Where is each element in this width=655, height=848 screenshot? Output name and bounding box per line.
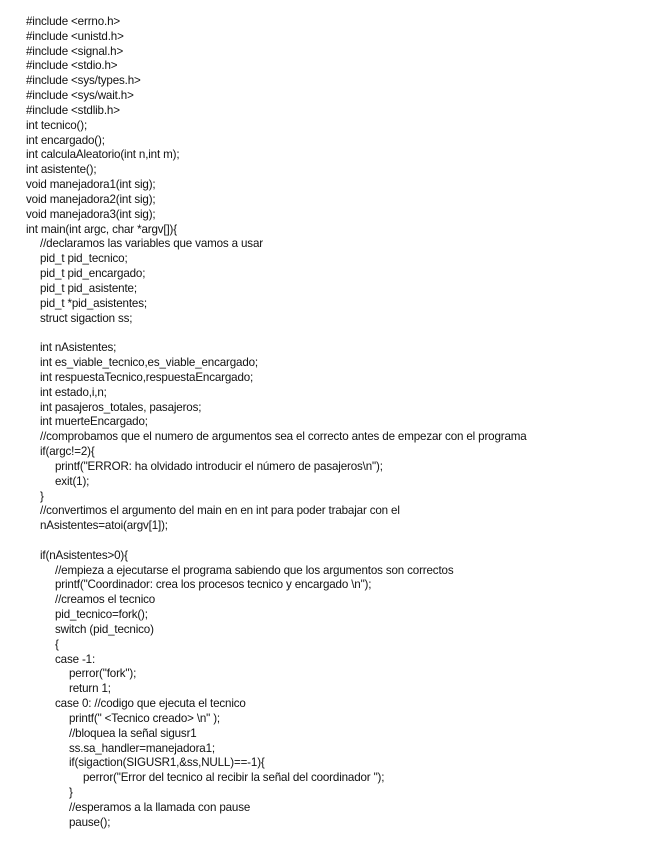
code-line: pid_t pid_tecnico; xyxy=(40,252,128,266)
code-line: nAsistentes=atoi(argv[1]); xyxy=(40,519,168,533)
code-line: int es_viable_tecnico,es_viable_encargado; xyxy=(40,356,259,370)
code-line: pid_t pid_asistente; xyxy=(40,281,137,295)
code-line: //declaramos las variables que vamos a usar xyxy=(40,237,263,251)
code-line: } xyxy=(69,786,73,800)
code-line: if(argc!=2){ xyxy=(40,445,95,459)
code-line: if(sigaction(SIGUSR1,&ss,NULL)==-1){ xyxy=(69,756,265,770)
blank-line xyxy=(26,326,646,341)
code-line: pause(); xyxy=(69,815,111,829)
code-line: perror("fork"); xyxy=(69,667,137,681)
code-line: //comprobamos que el numero de argumentos sea el correcto antes de empezar con el programa xyxy=(40,430,527,444)
code-line: void manejadora3(int sig); xyxy=(26,207,156,221)
code-line: return 1; xyxy=(69,682,111,696)
code-line: #include <sys/types.h> xyxy=(26,74,141,88)
code-line: case -1: xyxy=(55,652,96,666)
code-line: int tecnico(); xyxy=(26,118,88,132)
code-line: if(nAsistentes>0){ xyxy=(40,548,128,562)
code-line: #include <unistd.h> xyxy=(26,29,124,43)
code-line: #include <stdio.h> xyxy=(26,59,118,73)
code-line: #include <errno.h> xyxy=(26,15,120,28)
code-line: #include <stdlib.h> xyxy=(26,103,120,117)
code-line: #include <signal.h> xyxy=(26,44,124,58)
code-line: int nAsistentes; xyxy=(40,341,117,355)
code-line: //bloquea la señal sigusr1 xyxy=(69,726,197,740)
code-line: printf(" <Tecnico creado> \n" ); xyxy=(69,711,221,725)
code-line: printf("Coordinador: crea los procesos tecnico y encargado \n"); xyxy=(55,578,372,592)
code-line: perror("Error del tecnico al recibir la señal del coordinador "); xyxy=(83,771,385,785)
code-line: pid_t *pid_asistentes; xyxy=(40,296,147,310)
code-line: } xyxy=(40,489,44,503)
code-line: { xyxy=(55,637,59,651)
code-line: int asistente(); xyxy=(26,163,97,177)
code-line: #include <sys/wait.h> xyxy=(26,89,134,103)
code-line: int main(int argc, char *argv[]){ xyxy=(26,222,177,236)
code-line: int muerteEncargado; xyxy=(40,415,148,429)
code-line: //creamos el tecnico xyxy=(55,593,156,607)
code-line: pid_tecnico=fork(); xyxy=(55,608,148,622)
source-code-listing xyxy=(26,15,646,831)
code-line: struct sigaction ss; xyxy=(40,311,133,325)
code-line: int estado,i,n; xyxy=(40,385,107,399)
blank-line xyxy=(26,534,646,549)
code-line: //empieza a ejecutarse el programa sabiendo que los argumentos son correctos xyxy=(55,563,454,577)
code-line: ss.sa_handler=manejadora1; xyxy=(69,741,215,755)
code-line: void manejadora1(int sig); xyxy=(26,178,156,192)
code-line: switch (pid_tecnico) xyxy=(55,622,154,636)
code-line: int respuestaTecnico,respuestaEncargado; xyxy=(40,370,254,384)
code-line: int pasajeros_totales, pasajeros; xyxy=(40,400,202,414)
code-line: case 0: //codigo que ejecuta el tecnico xyxy=(55,697,246,711)
code-line: int calculaAleatorio(int n,int m); xyxy=(26,148,180,162)
code-line: //convertimos el argumento del main en en int para poder trabajar con el xyxy=(40,504,400,518)
code-line: int encargado(); xyxy=(26,133,105,147)
code-line: pid_t pid_encargado; xyxy=(40,267,146,281)
code-line: exit(1); xyxy=(55,474,90,488)
code-line: printf("ERROR: ha olvidado introducir el número de pasajeros\n"); xyxy=(55,459,383,473)
code-line: void manejadora2(int sig); xyxy=(26,192,156,206)
code-line: //esperamos a la llamada con pause xyxy=(69,800,251,814)
